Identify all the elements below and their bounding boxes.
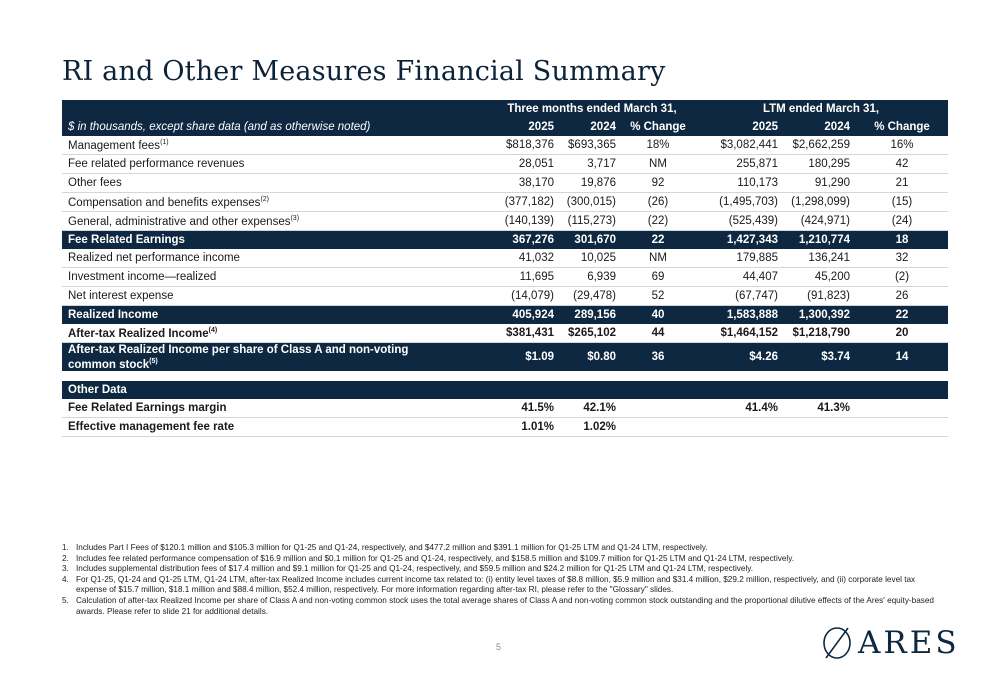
table-cell: 1,210,774 [784, 231, 856, 250]
page-title: RI and Other Measures Financial Summary [62, 56, 666, 87]
row-label [62, 287, 490, 306]
table-cell: $4.26 [694, 343, 784, 372]
footnote-ref: (2) [260, 195, 269, 203]
row-label [62, 155, 490, 174]
table-cell: $693,365 [560, 136, 622, 155]
table-cell: (2) [856, 268, 948, 287]
ares-logo-mark-icon [820, 624, 854, 662]
footnote-text: For Q1-25, Q1-24 and Q1-25 LTM, Q1-24 LTM, after-tax Realized Income includes current income tax related to: (i) entity level taxes of $8.8 million, $5.9 million and $31.4 million, $29.2 million, respectively, and (ii) corporate level tax expense of $15.7 million, $18.1 million and $88.4 million, $52.4 million, respectively. For more information regarding after-tax RI, please refer to the "Glossary" slides. [76, 574, 916, 595]
table-cell: 16% [856, 136, 948, 155]
table-cell: 42 [856, 155, 948, 174]
table-body [62, 136, 948, 371]
three-months-header: Three months ended March 31, [490, 100, 694, 118]
table-cell: $1.09 [490, 343, 560, 372]
table-cell: 44 [622, 324, 694, 343]
table-cell: 45,200 [784, 268, 856, 287]
row-label [62, 174, 490, 193]
table-cell: (377,182) [490, 193, 560, 212]
table-row [62, 249, 948, 268]
table-row [62, 174, 948, 193]
table-cell: 301,670 [560, 231, 622, 250]
col-header: 2025 [694, 118, 784, 136]
table-cell: (24) [856, 212, 948, 231]
other-data-table [62, 381, 948, 437]
table-cell: 3,717 [560, 155, 622, 174]
row-label: Effective management fee rate [62, 418, 490, 437]
table-cell: 22 [856, 306, 948, 325]
header-columns-row [62, 118, 948, 136]
row-label-text: Other fees [68, 177, 122, 189]
row-label: Fee Related Earnings margin [62, 399, 490, 418]
table-cell: (1,298,099) [784, 193, 856, 212]
footnote-number: 3. [62, 564, 69, 574]
table-cell: 110,173 [694, 174, 784, 193]
table-cell [622, 418, 694, 437]
table-row [62, 268, 948, 287]
table-cell [694, 418, 784, 437]
row-label-text: Realized Income [68, 309, 159, 321]
logo-wordmark: ARES [858, 625, 960, 661]
table-cell [856, 399, 948, 418]
ares-logo [820, 624, 960, 662]
table-cell: 26 [856, 287, 948, 306]
other-data-header: Other Data [62, 381, 948, 399]
footnote-ref: (5) [149, 357, 158, 365]
table-cell: 18 [856, 231, 948, 250]
table-row [62, 418, 948, 437]
table-cell: 41.3% [784, 399, 856, 418]
table-cell: 44,407 [694, 268, 784, 287]
other-data-header-row [62, 381, 948, 399]
table-cell: 405,924 [490, 306, 560, 325]
table-cell: 20 [856, 324, 948, 343]
table-cell: 41.5% [490, 399, 560, 418]
table-cell: 180,295 [784, 155, 856, 174]
table-cell: 28,051 [490, 155, 560, 174]
table-cell: 1.02% [560, 418, 622, 437]
footnote-ref: (4) [208, 326, 218, 334]
table-cell: 42.1% [560, 399, 622, 418]
row-label-text: Management fees [68, 139, 161, 152]
table-cell: 6,939 [560, 268, 622, 287]
row-label [62, 343, 490, 372]
table-cell: (14,079) [490, 287, 560, 306]
table-cell: 22 [622, 231, 694, 250]
table-cell: 367,276 [490, 231, 560, 250]
table-cell: 1.01% [490, 418, 560, 437]
footnote-text: Includes Part I Fees of $120.1 million and $105.3 million for Q1-25 and Q1-24, respectively, and $477.2 million and $391.1 million for Q1-25 LTM and Q1-24 LTM, respectively. [76, 543, 708, 552]
table-cell: (115,273) [560, 212, 622, 231]
footnote-number: 1. [62, 543, 69, 552]
table-cell: (15) [856, 193, 948, 212]
footnote [62, 564, 944, 575]
table-cell: (91,823) [784, 287, 856, 306]
table-cell: 21 [856, 174, 948, 193]
col-header: % Change [856, 118, 948, 136]
table-row [62, 399, 948, 418]
table-row [62, 155, 948, 174]
col-header: 2024 [560, 118, 622, 136]
row-label-text: Fee related performance revenues [68, 158, 245, 170]
other-data-body [62, 399, 948, 437]
row-label [62, 249, 490, 268]
table-row [62, 287, 948, 306]
table-cell: 289,156 [560, 306, 622, 325]
row-label-text-line2: common stock [68, 358, 150, 371]
table-cell: NM [622, 155, 694, 174]
table-cell: $265,102 [560, 324, 622, 343]
page-number: 5 [496, 642, 502, 652]
header-group-row [62, 100, 948, 118]
table-row [62, 343, 948, 372]
table-cell: $2,662,259 [784, 136, 856, 155]
table-cell: 1,427,343 [694, 231, 784, 250]
table-cell: 11,695 [490, 268, 560, 287]
table-cell: (22) [622, 212, 694, 231]
footnote [62, 596, 944, 617]
footnote [62, 554, 944, 565]
table-row [62, 193, 948, 212]
table-cell: (140,139) [490, 212, 560, 231]
footnote [62, 575, 944, 596]
table-row [62, 212, 948, 231]
row-label-text: Realized net performance income [68, 252, 240, 264]
financial-summary-table [62, 100, 948, 371]
row-label [62, 212, 490, 231]
table-cell: (424,971) [784, 212, 856, 231]
row-label [62, 268, 490, 287]
table-cell: 52 [622, 287, 694, 306]
table-cell: $818,376 [490, 136, 560, 155]
row-label-text: Fee Related Earnings [68, 234, 185, 246]
footnote-number: 5. [62, 595, 69, 605]
table-cell: (29,478) [560, 287, 622, 306]
table-cell: 38,170 [490, 174, 560, 193]
table-cell: (26) [622, 193, 694, 212]
table-cell: (1,495,703) [694, 193, 784, 212]
table-cell: NM [622, 249, 694, 268]
footnotes [62, 543, 944, 617]
col-header: % Change [622, 118, 694, 136]
table-cell: 1,300,392 [784, 306, 856, 325]
row-label [62, 231, 490, 250]
row-label-text: Net interest expense [68, 290, 174, 302]
table-row [62, 324, 948, 343]
footnote [62, 543, 944, 554]
table-cell: 1,583,888 [694, 306, 784, 325]
footnote-number: 4. [62, 574, 69, 584]
table-cell: 136,241 [784, 249, 856, 268]
table-cell: 32 [856, 249, 948, 268]
col-header: 2025 [490, 118, 560, 136]
footnote-ref: (3) [290, 214, 300, 222]
table-cell: 14 [856, 343, 948, 372]
table-cell: $0.80 [560, 343, 622, 372]
table-cell: 36 [622, 343, 694, 372]
table-cell: $3.74 [784, 343, 856, 372]
table-cell: $1,218,790 [784, 324, 856, 343]
table-cell: 18% [622, 136, 694, 155]
table-cell [856, 418, 948, 437]
table-cell: 41,032 [490, 249, 560, 268]
row-label [62, 136, 490, 155]
row-label [62, 306, 490, 325]
table-cell: 69 [622, 268, 694, 287]
ltm-header: LTM ended March 31, [694, 100, 948, 118]
footnote-text: Includes fee related performance compensation of $16.9 million and $0.1 million for Q1-25 and Q1-24, respectively, and $158.5 million and $109.7 million for Q1-25 LTM and Q1-24 LTM, respectively. [76, 553, 794, 563]
footnote-text: Includes supplemental distribution fees of $17.4 million and $9.1 million for Q1-25 and Q1-24, respectively, and $59.5 million and $24.2 million for Q1-25 LTM and Q1-24 LTM, respectively. [76, 564, 754, 574]
row-label-text: After-tax Realized Income [68, 327, 209, 340]
table-cell: $1,464,152 [694, 324, 784, 343]
table-cell: 91,290 [784, 174, 856, 193]
table-cell: 19,876 [560, 174, 622, 193]
table-row [62, 231, 948, 250]
row-label [62, 324, 490, 343]
table-cell [622, 399, 694, 418]
table-cell: 10,025 [560, 249, 622, 268]
row-label-text: After-tax Realized Income per share of Class A and non-voting [68, 343, 409, 356]
table-cell: 92 [622, 174, 694, 193]
table-cell: $381,431 [490, 324, 560, 343]
col-header: 2024 [784, 118, 856, 136]
row-label-text: General, administrative and other expenses [68, 215, 291, 228]
unit-note: $ in thousands, except share data (and as otherwise noted) [62, 118, 490, 136]
table-row [62, 306, 948, 325]
table-cell: $3,082,441 [694, 136, 784, 155]
table-cell: (67,747) [694, 287, 784, 306]
table-row [62, 136, 948, 155]
footnote-ref: (1) [160, 138, 169, 146]
table-cell [784, 418, 856, 437]
table-cell: (525,439) [694, 212, 784, 231]
table-cell: 40 [622, 306, 694, 325]
table-cell: 255,871 [694, 155, 784, 174]
footnote-text: Calculation of after-tax Realized Income per share of Class A and non-voting common stock uses the total average shares of Class A and non-voting common stock outstanding and the proportional dilutive effects of the Ares' equity-based awards. Please refer to slide 21 for additional details. [76, 595, 934, 616]
table-cell: 41.4% [694, 399, 784, 418]
table-cell: 179,885 [694, 249, 784, 268]
table-cell: (300,015) [560, 193, 622, 212]
row-label-text: Compensation and benefits expenses [68, 196, 261, 209]
footnote-number: 2. [62, 553, 69, 563]
row-label-text: Investment income—realized [68, 271, 217, 283]
row-label [62, 193, 490, 212]
